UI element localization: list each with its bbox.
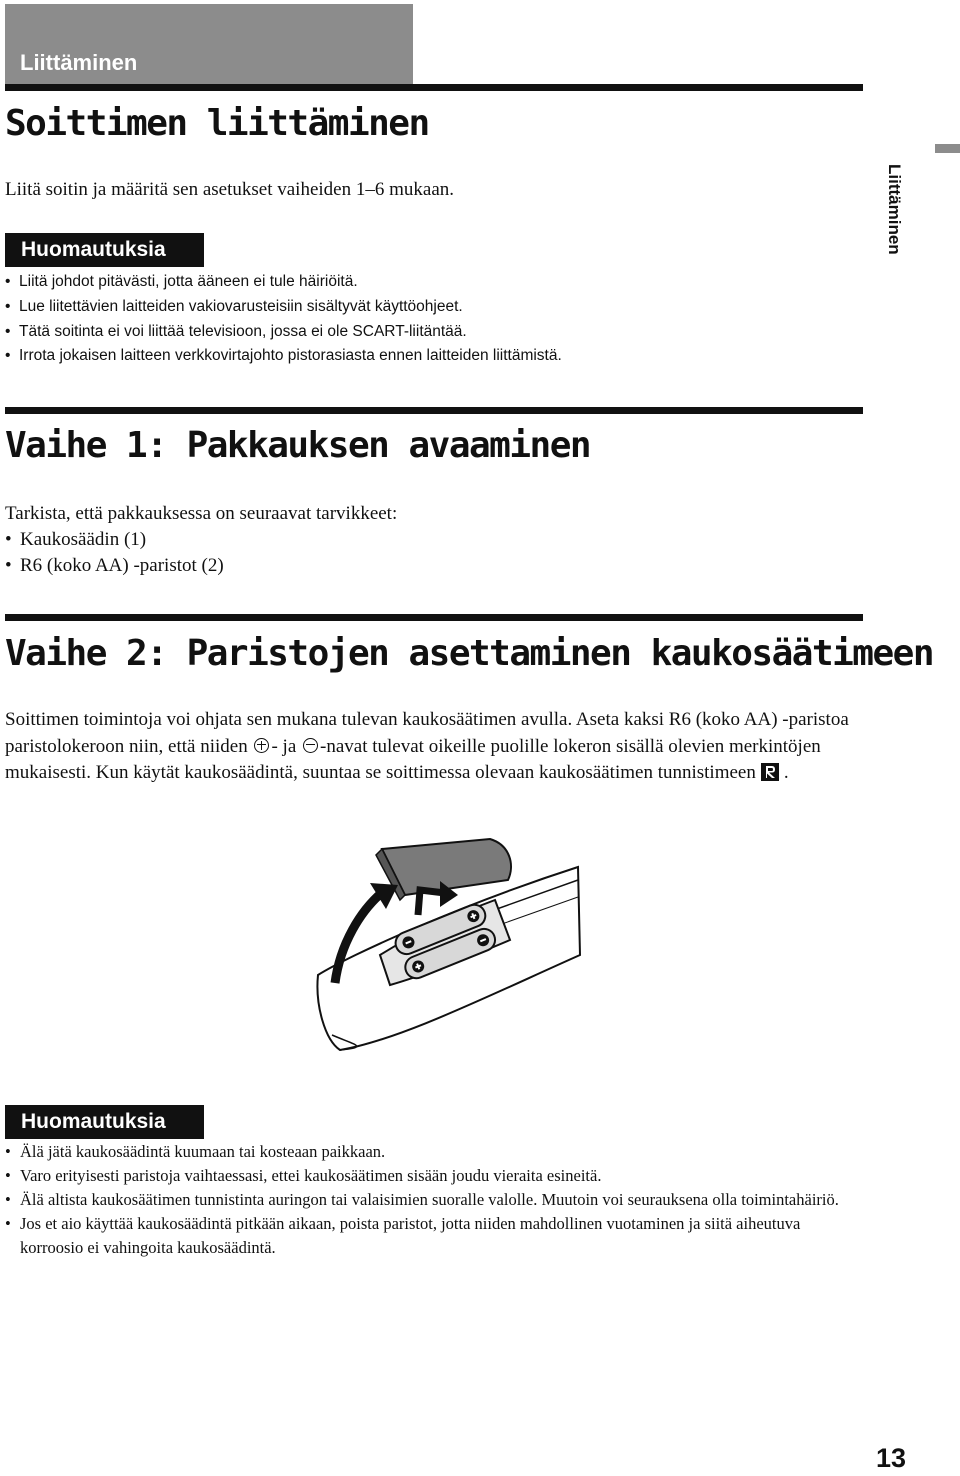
list-item: • R6 (koko AA) -paristot (2): [5, 553, 224, 579]
step2-heading: Vaihe 2: Paristojen asettaminen kaukosäätimeen: [5, 633, 933, 674]
minus-pole-icon: [303, 738, 318, 753]
notes-list: [5, 1140, 865, 1260]
para-part: -navat tulevat oikeille puolille lokeron sisällä olevien merkintöjen mukaisesti. Kun käytät kaukosäädintä, suuntaa se soittimessa olevaan kaukosäätimen tunnistimeen: [5, 735, 821, 784]
remote-battery-illustration: [310, 835, 585, 1070]
list-item: • Liitä johdot pitävästi, jotta ääneen ei tule häiriöitä.: [5, 270, 562, 295]
notes-list: [5, 270, 562, 369]
notes-badge: Huomautuksia: [5, 1105, 204, 1139]
side-index-tab: [935, 144, 960, 153]
step1-heading: Vaihe 1: Pakkauksen avaaminen: [5, 425, 591, 466]
intro-text: Liitä soitin ja määritä sen asetukset vaiheiden 1–6 mukaan.: [5, 179, 455, 200]
list-item: • Lue liitettävien laitteiden vakiovarusteisiin sisältyvät käyttöohjeet.: [5, 295, 562, 320]
list-item: • Tätä soitinta ei voi liittää televisioon, jossa ei ole SCART-liitäntää.: [5, 320, 562, 345]
list-item: • Jos et aio käyttää kaukosäädintä pitkään aikaan, poista paristot, jotta niiden mahdollinen vuotaminen ja siitä aiheutuva korroosio ei vahingoita kaukosäädintä.: [5, 1212, 865, 1260]
para-part: - ja: [271, 735, 297, 757]
plus-pole-icon: [254, 738, 269, 753]
list-item: • Älä jätä kaukosäädintä kuumaan tai kosteaan paikkaan.: [5, 1140, 865, 1164]
step1-intro: Tarkista, että pakkauksessa on seuraavat tarvikkeet:: [5, 503, 398, 524]
list-item: • Irrota jokaisen laitteen verkkovirtajohto pistorasiasta ennen laitteiden liittämistä.: [5, 344, 562, 369]
section-title: Liittäminen: [20, 50, 138, 75]
step1-items: [5, 527, 224, 579]
list-item: • Varo erityisesti paristoja vaihtaessasi, ettei kaukosäätimen sisään joudu vieraita esineitä.: [5, 1164, 865, 1188]
step1-rule: [5, 407, 863, 414]
page-number: 13: [876, 1443, 907, 1473]
list-item: • Kaukosäädin (1): [5, 527, 224, 553]
remote-sensor-icon: [761, 763, 779, 781]
step2-paragraph: [5, 707, 865, 787]
step2-rule: [5, 614, 863, 621]
para-part: Soittimen toimintoja voi ohjata sen mukana tulevan kaukosäätimen avulla. Aseta kaksi R6 (koko AA) -paristoa paristolokeroon niin, että niiden: [5, 709, 849, 757]
header-rule: [5, 84, 863, 91]
notes-badge: Huomautuksia: [5, 233, 204, 267]
para-part: .: [783, 762, 789, 784]
main-heading: Soittimen liittäminen: [5, 103, 429, 144]
side-section-label: Liittäminen: [885, 164, 904, 255]
section-header-tab: [5, 4, 413, 84]
list-item: • Älä altista kaukosäätimen tunnistinta auringon tai valaisimien suoralle valolle. Muutoin voi seurauksena olla toimintahäiriö.: [5, 1188, 865, 1212]
